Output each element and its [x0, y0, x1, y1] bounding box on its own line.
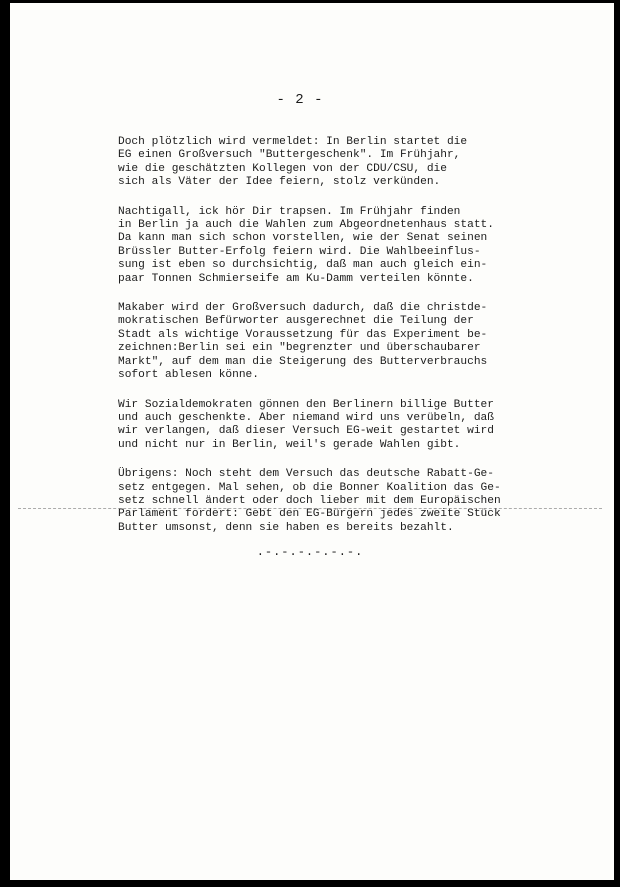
paragraph: [118, 206, 518, 286]
paragraph: [118, 399, 518, 453]
paragraph: [118, 468, 518, 535]
scan-border-bottom: [0, 880, 620, 887]
text-line: Wir Sozialdemokraten gönnen den Berlinern billige Butter: [118, 398, 494, 411]
text-line: und nicht nur in Berlin, weil's gerade Wahlen gibt.: [118, 438, 461, 451]
text-line: zeichnen:Berlin sei ein "begrenzter und überschaubarer: [118, 342, 481, 355]
text-line: Butter umsonst, denn sie haben es bereits bezahlt.: [118, 521, 454, 534]
text-line: Brüssler Butter-Erfolg feiern wird. Die Wahlbeeinflus-: [118, 245, 481, 258]
end-mark: .-.-.-.-.-.-.: [256, 545, 364, 559]
text-line: Da kann man sich schon vorstellen, wie der Senat seinen: [118, 232, 488, 245]
text-line: setz schnell ändert oder doch lieber mit dem Europäischen: [118, 494, 501, 507]
text-line: sich als Väter der Idee feiern, stolz verkünden.: [118, 176, 441, 189]
text-line: wie die geschätzten Kollegen von der CDU/CSU, die: [118, 162, 447, 175]
body-text: [118, 136, 518, 551]
text-line: paar Tonnen Schmierseife am Ku-Damm verteilen könnte.: [118, 272, 474, 285]
text-line: Übrigens: Noch steht dem Versuch das deutsche Rabatt-Ge-: [118, 468, 494, 481]
text-line: Markt", auf dem man die Steigerung des Butterverbrauchs: [118, 355, 488, 368]
text-line: mokratischen Befürworter ausgerechnet die Teilung der: [118, 315, 474, 328]
paragraph: [118, 302, 518, 382]
scan-border-top: [0, 0, 620, 3]
text-line: sofort ablesen könne.: [118, 369, 259, 382]
text-line: Doch plötzlich wird vermeldet: In Berlin startet die: [118, 136, 468, 148]
text-line: sung ist eben so durchsichtig, daß man auch gleich ein-: [118, 259, 488, 272]
text-line: setz entgegen. Mal sehen, ob die Bonner Koalition das Ge-: [118, 481, 501, 494]
text-line: und auch geschenkte. Aber niemand wird uns verübeln, daß: [118, 411, 494, 424]
text-line: EG einen Großversuch "Buttergeschenk". Im Frühjahr,: [118, 149, 461, 162]
text-line: wir verlangen, daß dieser Versuch EG-weit gestartet wird: [118, 425, 494, 438]
scan-border-right: [614, 0, 620, 887]
text-line: Nachtigall, ick hör Dir trapsen. Im Frühjahr finden: [118, 205, 461, 218]
scan-border-left: [0, 0, 10, 887]
text-line: Parlament fordert: Gebt den EG-Bürgern jedes zweite Stück: [118, 508, 501, 521]
scan-artifact-line: [18, 508, 602, 509]
text-line: Stadt als wichtige Voraussetzung für das Experiment be-: [118, 328, 488, 341]
paragraph: [118, 136, 518, 190]
text-line: in Berlin ja auch die Wahlen zum Abgeordnetenhaus statt.: [118, 219, 494, 232]
page-number: - 2 -: [276, 92, 324, 108]
text-line: Makaber wird der Großversuch dadurch, daß die christde-: [118, 302, 488, 315]
